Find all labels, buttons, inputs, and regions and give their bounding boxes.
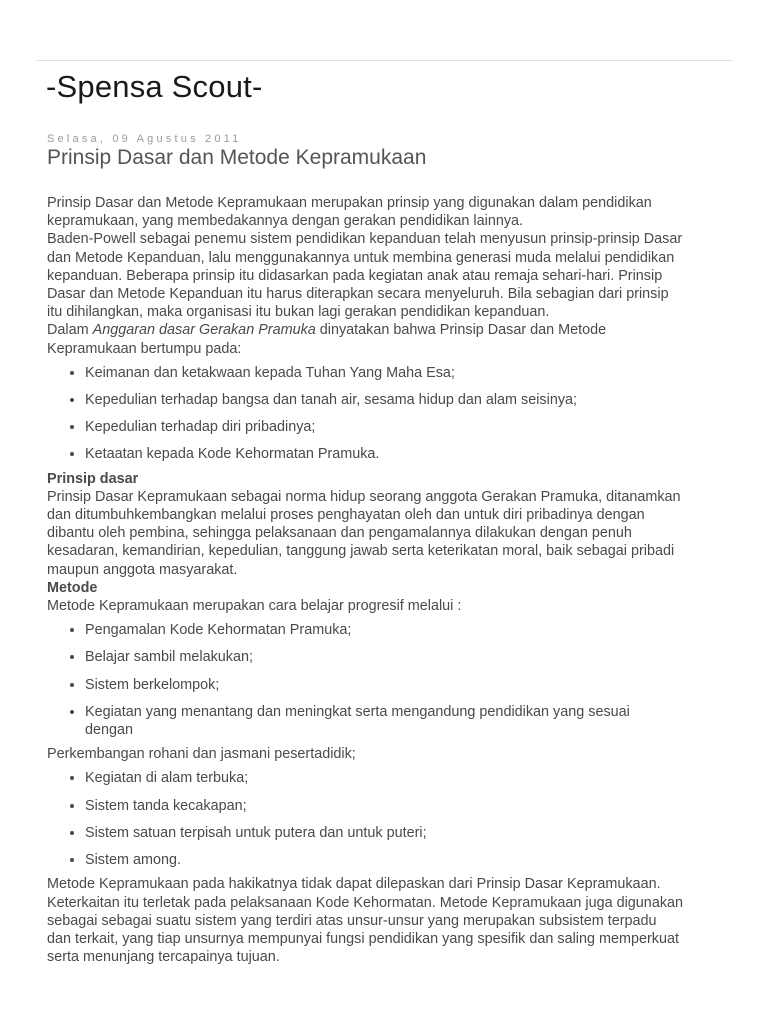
text-line: dibantu oleh pembina, sehingga pelaksanaan dan pengamalannya dilakukan dengan penuh	[47, 525, 632, 542]
principles-list	[47, 364, 737, 464]
text-line: kesadaran, kemandirian, kepedulian, tanggung jawab serta keterikatan moral, baik sebagai pribadi	[47, 543, 675, 560]
text-line: dan terkait, yang tiap unsurnya mempunyai fungsi pendidikan yang spesifik dan saling memperkuat	[47, 930, 679, 947]
list-item: • Sistem satuan terpisah untuk putera dan untuk puteri;	[85, 824, 737, 842]
text-line: sebagai sebagai suatu sistem yang terdiri atas unsur-unsur yang merupakan subsistem terpadu	[47, 912, 657, 929]
list-item: • Kegiatan yang menantang dan meningkat serta mengandung pendidikan yang sesuai dengan	[85, 703, 675, 739]
text-line: Kepramukaan bertumpu pada:	[47, 340, 242, 357]
text-line: Baden-Powell sebagai penemu sistem pendidikan kepanduan telah menyusun prinsip-prinsip Dasar	[47, 231, 683, 248]
text-line: kepanduan. Beberapa prinsip itu didasarkan pada kegiatan anak atau remaja sehari-hari. Prinsip	[47, 267, 663, 284]
post-date: Selasa, 09 Agustus 2011	[47, 133, 242, 145]
list-item: • Kepedulian terhadap diri pribadinya;	[85, 418, 737, 436]
list-item: • Sistem berkelompok;	[85, 676, 737, 694]
text-line: dan Metode Kepanduan, lalu menggunakannya untuk membina generasi muda melalui pendidikan	[47, 249, 675, 266]
list-item: • Sistem tanda kecakapan;	[85, 797, 737, 815]
closing-paragraph	[47, 875, 737, 966]
development-line	[47, 745, 737, 763]
anggaran-suffix: dinyatakan bahwa Prinsip Dasar dan Metode	[315, 322, 607, 339]
text-line: Dasar dan Metode Kepanduan itu harus diterapkan secara menyeluruh. Bila sebagian dari prinsip	[47, 286, 669, 303]
metode-heading: Metode	[47, 579, 98, 596]
text-line: serta menunjang tercapainya tujuan.	[47, 949, 280, 966]
anggaran-prefix: Dalam	[47, 322, 93, 339]
prinsip-heading: Prinsip dasar	[47, 470, 139, 487]
text-line: Metode Kepramukaan merupakan cara belajar progresif melalui :	[47, 598, 462, 615]
list-item: • Kegiatan di alam terbuka;	[85, 769, 737, 787]
text-line: Metode Kepramukaan pada hakikatnya tidak dapat dilepaskan dari Prinsip Dasar Kepramukaan.	[47, 876, 661, 893]
metode-intro	[47, 597, 737, 615]
text-line: Keterkaitan itu terletak pada pelaksanaan Kode Kehormatan. Metode Kepramukaan juga digunakan	[47, 894, 684, 911]
list-item: • Keimanan dan ketakwaan kepada Tuhan Yang Maha Esa;	[85, 364, 737, 382]
intro-paragraph	[47, 194, 737, 358]
list-item: • Kepedulian terhadap bangsa dan tanah air, sesama hidup dan alam seisinya;	[85, 391, 737, 409]
list-item: • Pengamalan Kode Kehormatan Pramuka;	[85, 621, 737, 639]
methods-list-continued	[47, 769, 737, 869]
prinsip-paragraph	[47, 488, 737, 579]
blog-title-link[interactable]: -Spensa Scout-	[46, 69, 263, 104]
text-line: dan ditumbuhkembangkan melalui proses penghayatan oleh dan untuk diri pribadinya dengan	[47, 507, 645, 524]
anggaran-italic: Anggaran dasar Gerakan Pramuka	[92, 322, 316, 339]
text-line: kepramukaan, yang membedakannya dengan gerakan pendidikan lainnya.	[47, 213, 524, 230]
text-line: Prinsip Dasar dan Metode Kepramukaan merupakan prinsip yang digunakan dalam pendidikan	[47, 195, 652, 211]
text-line: maupun anggota masyarakat.	[47, 561, 238, 578]
list-item: • Ketaatan kepada Kode Kehormatan Pramuka.	[85, 445, 737, 463]
text-line: itu dihilangkan, maka organisasi itu bukan lagi gerakan pendidikan kepanduan.	[47, 304, 550, 321]
list-item: • Belajar sambil melakukan;	[85, 648, 737, 666]
post-body	[47, 194, 737, 966]
post-title[interactable]: Prinsip Dasar dan Metode Kepramukaan	[47, 146, 427, 169]
list-item: • Sistem among.	[85, 851, 737, 869]
text-line: Perkembangan rohani dan jasmani pesertadidik;	[47, 746, 356, 763]
header-divider	[37, 60, 733, 61]
methods-list	[47, 621, 737, 739]
text-line: Prinsip Dasar Kepramukaan sebagai norma hidup seorang anggota Gerakan Pramuka, ditanamkan	[47, 488, 681, 505]
anggaran-line	[47, 321, 737, 339]
